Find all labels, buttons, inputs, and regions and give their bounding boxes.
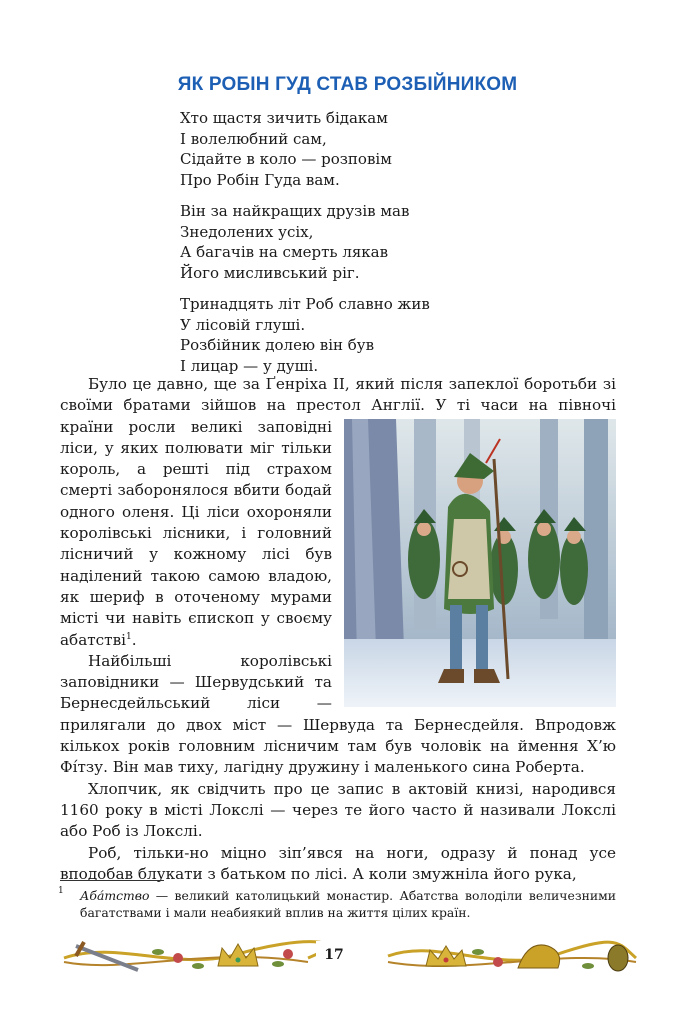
paragraph: Хлопчик, як свідчить про це запис в актовій книзі, народився 1160 року в місті Локслі — через те його часто й називали Локслі або Роб із Локслі. [60,779,616,841]
beetle-icon [608,945,628,971]
poem-line: А багачів на смерть лякав [180,243,389,261]
crown-icon [426,946,466,966]
chapter-title: ЯК РОБІН ГУД СТАВ РОЗБІЙНИКОМ [177,74,518,95]
footnote-term: Аба́тство [80,888,150,903]
footnote-body [60,887,616,921]
poem-line: Він за найкращих друзів мав [180,202,410,220]
epigraph-poem [180,108,560,387]
poem-line: Знедолених усіх, [180,222,314,241]
footnote [60,887,616,921]
poem-line: Про Робін Гуда вам. [180,170,340,189]
poem-line: І волелюбний сам, [180,129,327,148]
page-number: 17 [324,947,344,963]
poem-line: Сідайте в коло — розповім [180,150,392,168]
poem-line: І лицар — у душі. [180,356,319,375]
poem-line: Його мисливський ріг. [180,263,360,282]
poem-line: Тринадцять літ Роб славно жив [180,295,430,313]
story-text [60,374,616,885]
paragraph-text: півночі країни росли великі заповідні ліси, у яких полювати міг тільки король, а решті під страхом смерті заборонялося вбити бодай одного оленя. Ці ліси охороняли королівські лісники, і головний лісничий у кожному лісі був наділений такою самою владою, як шериф в оточеному мурами місті чи навіть єпископ у своєму абатстві [60,396,616,649]
footnote-ref: 1 [125,631,132,642]
footnote-number: 1 [58,886,64,896]
footnote-divider [60,880,164,881]
paragraph: Найбільші королівські заповідники — Шервудський та Бернесдейльський ліси — прилягали до двох міст — Шервуда та Бернесдейля. Впродовж кількох років головним лісничим там був чоловік на ймення Х’ю Фі́тзу. Він мав тиху, лагідну дружину і маленького сина Роберта. [60,651,616,777]
helmet-icon [518,945,560,968]
paragraph [60,374,616,651]
poem-stanza [180,294,560,376]
poem-line: Розбійник долею він був [180,336,375,354]
poem-line: Хто щастя зичить бідакам [180,109,388,127]
paragraph-end: . [131,630,137,649]
paragraph: Роб, тільки-но міцно зіп’явся на ноги, одразу й понад усе вподобав блукати з батьком по лісі. А коли змужніла його рука, [60,843,616,883]
poem-stanza [180,201,560,283]
robin-hood-illustration [344,419,616,707]
poem-line: У лісовій глуші. [180,315,306,334]
crown-icon [218,944,258,966]
paragraph-text: Було це давно, ще за Ґенріха ІІ, який після запеклої боротьби зі своїми братами зійшов на престол Англії. У ті часи на [60,375,616,415]
footnote-text: — великий католицький монастир. Абатства володіли величезними багатствами і мали неабиякий вплив на життя цілих країн. [80,888,616,920]
poem-stanza [180,108,560,190]
